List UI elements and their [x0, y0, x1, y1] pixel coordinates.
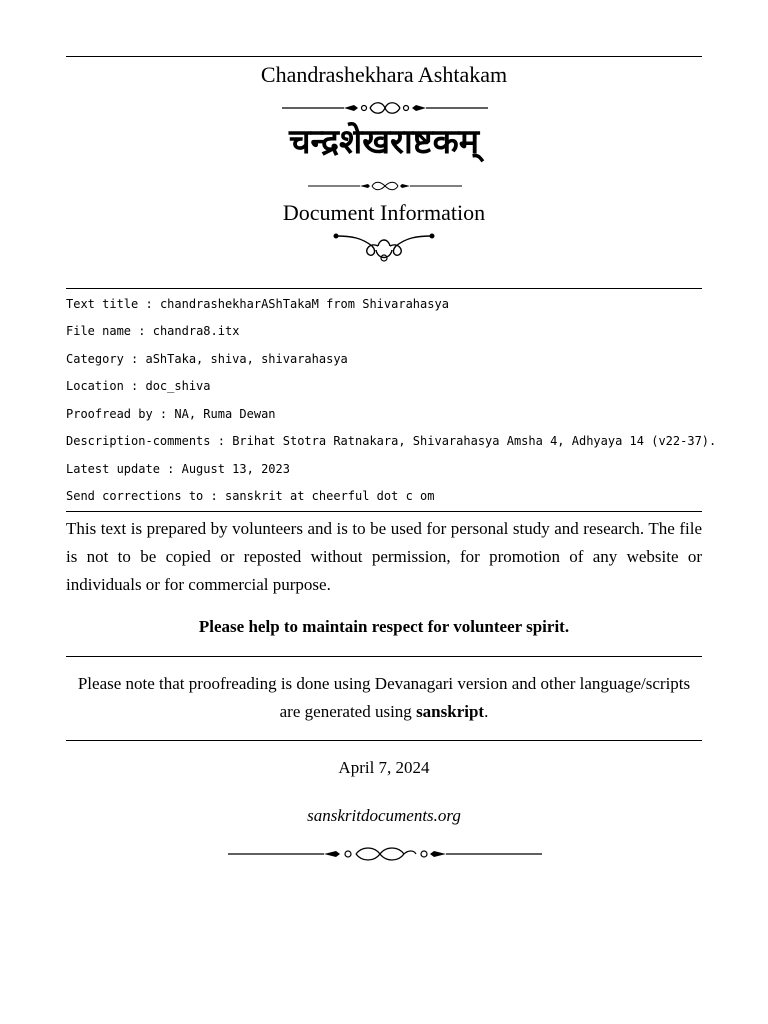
info-location: Location : doc_shiva [66, 379, 211, 393]
respect-notice: Please help to maintain respect for volunteer spirit. [198, 617, 570, 636]
bottom-ornament-divider-icon [228, 846, 542, 862]
info-send-corrections: Send corrections to : sanskrit at cheerful dot c om [66, 489, 435, 503]
sanscript-name: sanskript [416, 702, 485, 721]
devanagari-title: चन्द्रशेखराष्टकम् [288, 122, 480, 162]
info-latest-update: Latest update : August 13, 2023 [66, 462, 290, 476]
top-rule [66, 56, 702, 57]
info-bottom-rule [66, 511, 702, 512]
info-text-title: Text title : chandrashekharAShTakaM from Shivarahasya [66, 297, 449, 311]
volunteer-notice: This text is prepared by volunteers and is to be used for personal study and research. The file is not to be copied or reposted without permission, for promotion of any website or individuals or for commercial purpose. [66, 519, 702, 594]
proofreading-note: Please note that proofreading is done using Devanagari version and other language/scripts are generated using sanskript. [77, 674, 691, 721]
notice-rule-2 [66, 740, 702, 741]
info-top-rule [66, 288, 702, 289]
notice-rule-1 [66, 656, 702, 657]
info-file-name: File name : chandra8.itx [66, 324, 240, 338]
site-name: sanskritdocuments.org [307, 806, 461, 825]
ornament-divider-small-icon [308, 180, 462, 192]
section-heading: Document Information [282, 200, 486, 225]
info-category: Category : aShTaka, shiva, shivarahasya [66, 352, 348, 366]
info-description: Description-comments : Brihat Stotra Ratnakara, Shivarahasya Amsha 4, Adhyaya 14 (v22-37). [66, 434, 717, 448]
ornament-divider-icon [282, 100, 488, 116]
info-proofread-by: Proofread by : NA, Ruma Dewan [66, 407, 276, 421]
flourish-ornament-icon [332, 228, 436, 264]
page-title: Chandrashekhara Ashtakam [260, 62, 508, 87]
document-date: April 7, 2024 [338, 758, 430, 777]
